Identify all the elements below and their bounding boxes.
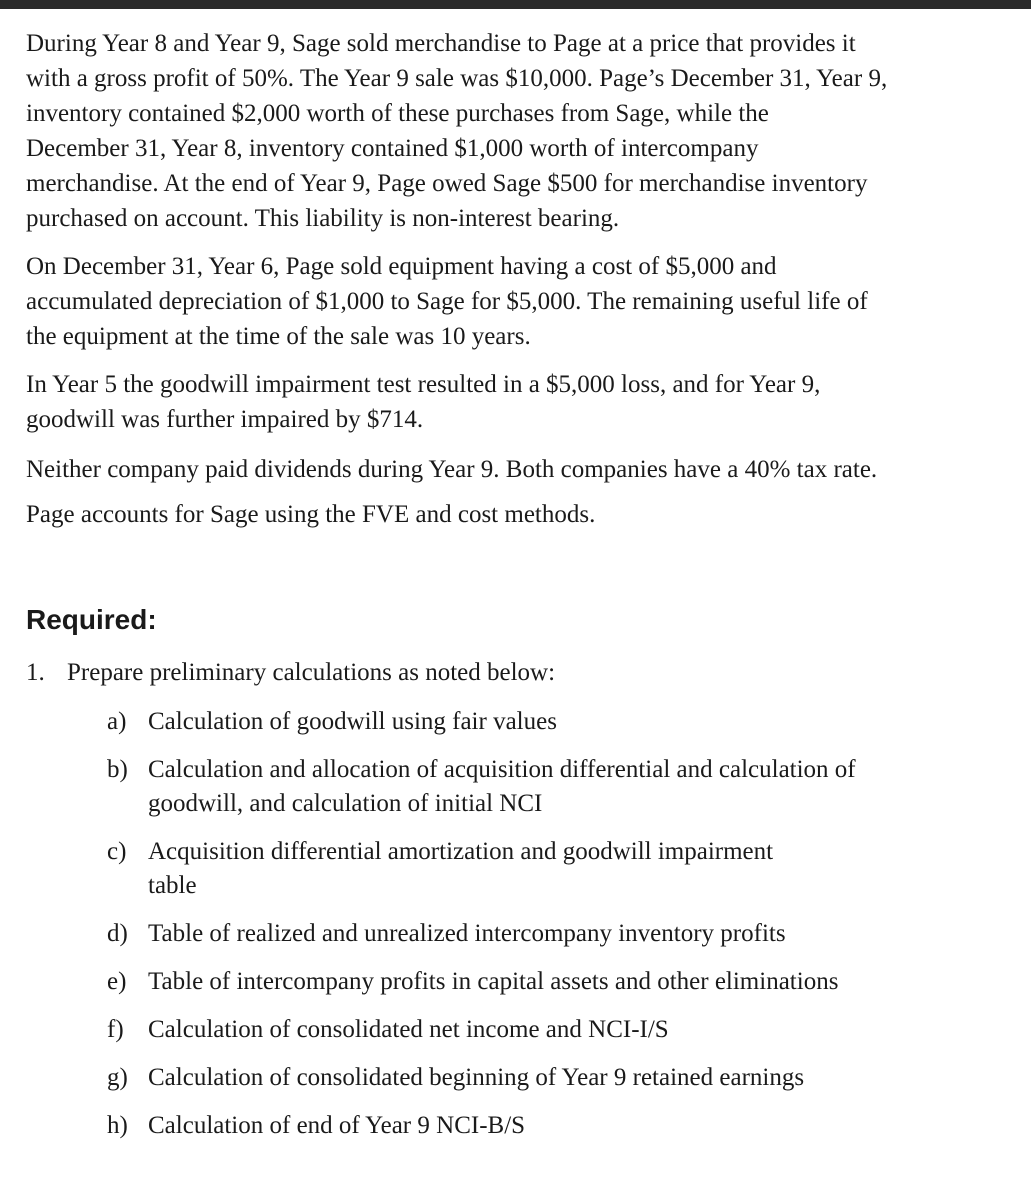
list-item xyxy=(107,1061,987,1095)
required-item-number: 1. xyxy=(26,659,45,686)
paragraph-equipment-sale: On December 31, Year 6, Page sold equipment having a cost of $5,000 and accumulated depreciation of $1,000 to Sage for $5,000. The remaining useful life of the equipment at the time of the sale was 10 years. xyxy=(26,253,868,350)
paragraph-accounting-method: Page accounts for Sage using the FVE and cost methods. xyxy=(26,501,596,528)
list-item xyxy=(107,1109,987,1143)
required-item-text: Prepare preliminary calculations as noted below: xyxy=(67,659,556,686)
list-item-marker: g) xyxy=(107,1064,128,1091)
list-item-text: Table of intercompany profits in capital assets and other eliminations xyxy=(148,968,839,995)
list-item xyxy=(107,1013,987,1047)
list-item xyxy=(107,835,987,903)
document-body xyxy=(26,26,1011,532)
list-item-marker: c) xyxy=(107,838,127,865)
required-heading: Required: xyxy=(26,604,157,635)
list-item-marker: e) xyxy=(107,968,127,995)
list-item-marker: h) xyxy=(107,1112,128,1139)
list-item-text: Table of realized and unrealized intercompany inventory profits xyxy=(148,920,786,947)
list-item xyxy=(107,917,987,951)
paragraph-dividends-tax: Neither company paid dividends during Year 9. Both companies have a 40% tax rate. xyxy=(26,456,878,483)
list-item-text: Calculation of consolidated beginning of Year 9 retained earnings xyxy=(148,1064,805,1091)
list-item-marker: b) xyxy=(107,756,128,783)
list-item-text: Calculation and allocation of acquisition differential and calculation of goodwill, and calculation of initial NCI xyxy=(148,756,856,817)
top-dark-bar xyxy=(0,0,1031,9)
paragraph-goodwill-impairment: In Year 5 the goodwill impairment test resulted in a $5,000 loss, and for Year 9, goodwill was further impaired by $714. xyxy=(26,371,821,433)
list-item-text: Acquisition differential amortization and goodwill impairment table xyxy=(148,838,774,899)
list-item xyxy=(107,705,987,739)
list-item xyxy=(107,753,987,821)
list-item xyxy=(107,965,987,999)
list-item-text: Calculation of goodwill using fair values xyxy=(148,708,557,735)
required-subitem-list xyxy=(107,705,987,1157)
list-item-marker: a) xyxy=(107,708,127,735)
list-item-marker: f) xyxy=(107,1016,124,1043)
required-item-1 xyxy=(26,656,555,690)
paragraph-intercompany-sales: During Year 8 and Year 9, Sage sold merchandise to Page at a price that provides it with a gross profit of 50%. The Year 9 sale was $10,000. Page’s December 31, Year 9, inventory contained $2,000 worth of these purchases from Sage, while the December 31, Year 8, inventory contained $1,000 worth of intercompany merchandise. At the end of Year 9, Page owed Sage $500 for merchandise inventory purchased on account. This liability is non-interest bearing. xyxy=(26,30,888,232)
list-item-text: Calculation of end of Year 9 NCI-B/S xyxy=(148,1112,526,1139)
list-item-marker: d) xyxy=(107,920,128,947)
list-item-text: Calculation of consolidated net income and NCI-I/S xyxy=(148,1016,669,1043)
